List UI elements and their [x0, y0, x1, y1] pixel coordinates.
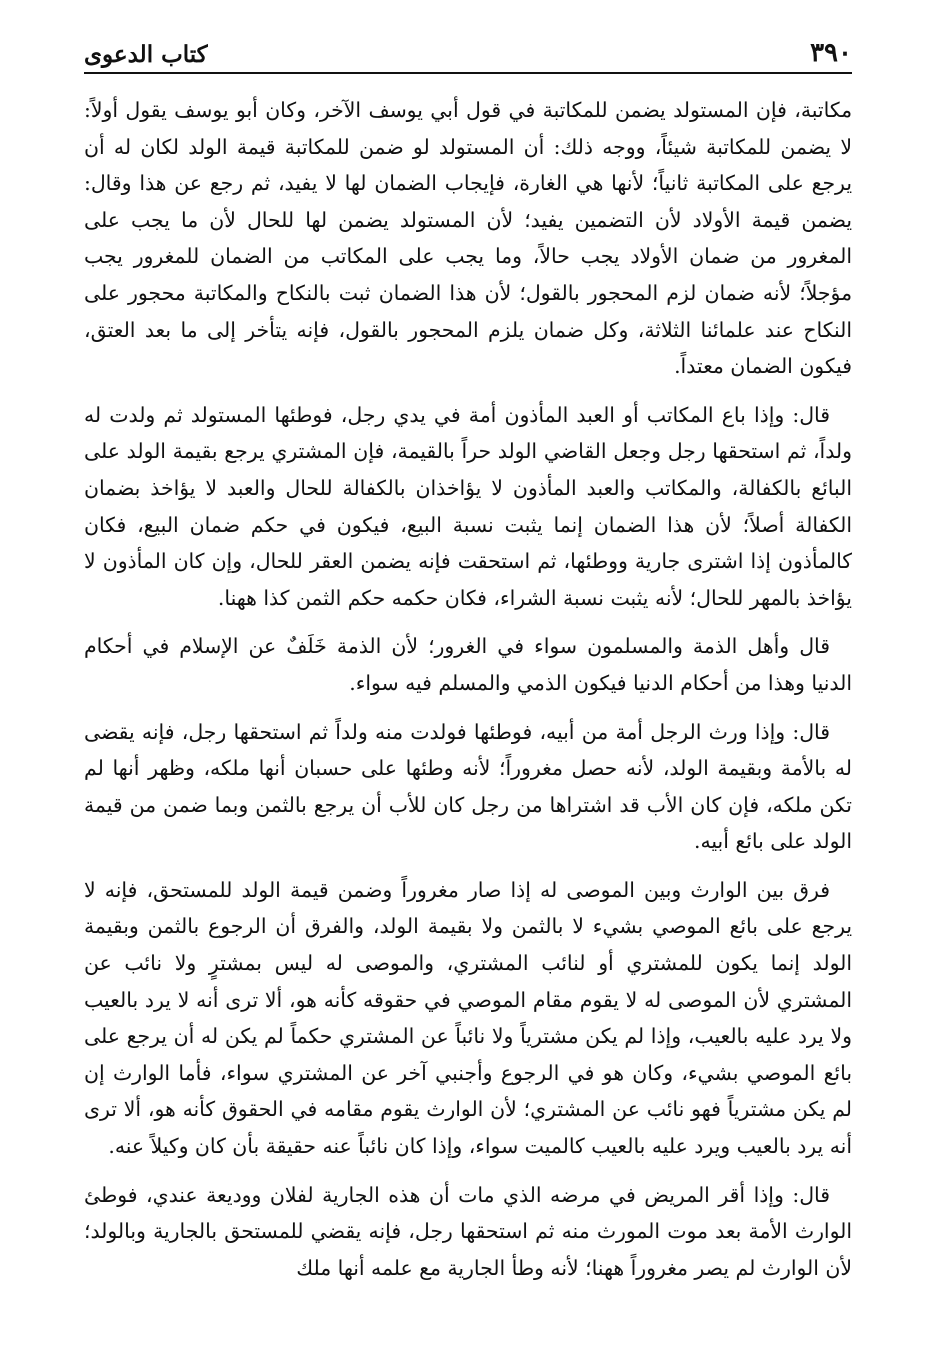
paragraph-continued: مكاتبة، فإن المستولد يضمن للمكاتبة في قول أبي يوسف الآخر، وكان أبو يوسف يقول أولاً: لا يضمن للمكاتبة شيئاً، ووجه ذلك: أن المستولد لو ضمن للمكاتبة قيمة الولد لكان له أن يرجع على المكاتبة ثانياً؛ لأنها هي الغارة، فإيجاب الضمان لها لا يفيد، ثم رجع عن هذا وقال: يضمن قيمة الأولاد لأن التضمين يفيد؛ لأن المستولد يضمن لها للحال لأن ما يجب على المغرور من ضمان الأولاد يجب حالاً، وما يجب على المكاتب من الضمان للمغرور يجب مؤجلاً؛ لأنه ضمان لزم المحجور بالقول؛ لأن هذا الضمان ثبت بالنكاح والمكاتبة محجور على النكاح عند علمائنا الثلاثة، وكل ضمان يلزم المحجور بالقول، فإنه يتأخر إلى ما بعد العتق، فيكون الضمان معتداً.	[84, 98, 852, 379]
paragraph: قال: وإذا ورث الرجل أمة من أبيه، فوطئها فولدت منه ولداً ثم استحقها رجل، فإنه يقضى له بالأمة وبقيمة الولد، لأنه حصل مغروراً؛ لأنه وطئها على حسبان أنها ملكه، وظهر أنها لم تكن ملكه، فإن كان الأب قد اشتراها من رجل كان للأب أن يرجع بالثمن وبما ضمن من قيمة الولد على بائع أبيه.	[84, 719, 852, 854]
paragraph: قال: وإذا أقر المريض في مرضه الذي مات أن هذه الجارية لفلان ووديعة عندي، فوطئ الوارث الأمة بعد موت المورث منه ثم استحقها رجل، فإنه يقضي للمستحق بالجارية وبالولد؛ لأن الوارث لم يصر مغروراً ههنا؛ لأنه وطأ الجارية مع علمه أنها ملك	[84, 1182, 852, 1280]
paragraph: قال وأهل الذمة والمسلمون سواء في الغرور؛ لأن الذمة خَلَفٌ عن الإسلام في أحكام الدنيا وهذا من أحكام الدنيا فيكون الذمي والمسلم فيه سواء.	[84, 634, 852, 695]
page-body	[84, 92, 852, 1286]
paragraph: فرق بين الوارث وبين الموصى له إذا صار مغروراً وضمن قيمة الولد للمستحق، فإنه لا يرجع على بائع الموصي بشيء لا بالثمن ولا بقيمة الولد، والفرق أن الرجوع بالثمن وبقيمة الولد إنما يكون للمشتري أو لنائب المشتري، والموصى له ليس بمشترٍ ولا نائب عن المشتري لأن الموصى له لا يقوم مقام الموصي في حقوقه كأنه هو، ألا ترى أنه لا يرد بالعيب ولا يرد عليه بالعيب، وإذا لم يكن مشترياً ولا نائباً عن المشتري حكماً لم يكن له أن يرجع على بائع الموصي بشيء، وكان هو في الرجوع وأجنبي آخر عن المشتري سواء، فأما الوارث إن لم يكن مشترياً فهو نائب عن المشتري؛ لأن الوارث يقوم مقامه في الحقوق كأنه هو، ألا ترى أنه يرد بالعيب ويرد عليه بالعيب كالميت سواء، وإذا كان نائباً عنه حقيقة بأن كان وكيلاً عنه.	[84, 877, 852, 1159]
book-title: كتاب الدعوى	[84, 41, 208, 68]
page-header	[84, 30, 852, 74]
paragraph: قال: وإذا باع المكاتب أو العبد المأذون أمة في يدي رجل، فوطئها المستولد ثم ولدت له ولداً، ثم استحقها رجل وجعل القاضي الولد حراً بالقيمة، فإن المشتري يرجع بقيمة الولد على البائع بالكفالة، والمكاتب والعبد المأذون لا يؤاخذان بالكفالة للحال والعبد لا يؤاخذ بضمان الكفالة أصلاً؛ لأن هذا الضمان إنما يثبت نسبة البيع، فيكون في حكم ضمان البيع، فكان كالمأذون إذا اشترى جارية ووطئها، ثم استحقت فإنه يضمن العقر للحال، وإن كان المأذون لا يؤاخذ بالمهر للحال؛ لأنه يثبت نسبة الشراء، فكان حكمه حكم الثمن كذا ههنا.	[84, 402, 852, 610]
page-number: ٣٩٠	[810, 38, 852, 68]
